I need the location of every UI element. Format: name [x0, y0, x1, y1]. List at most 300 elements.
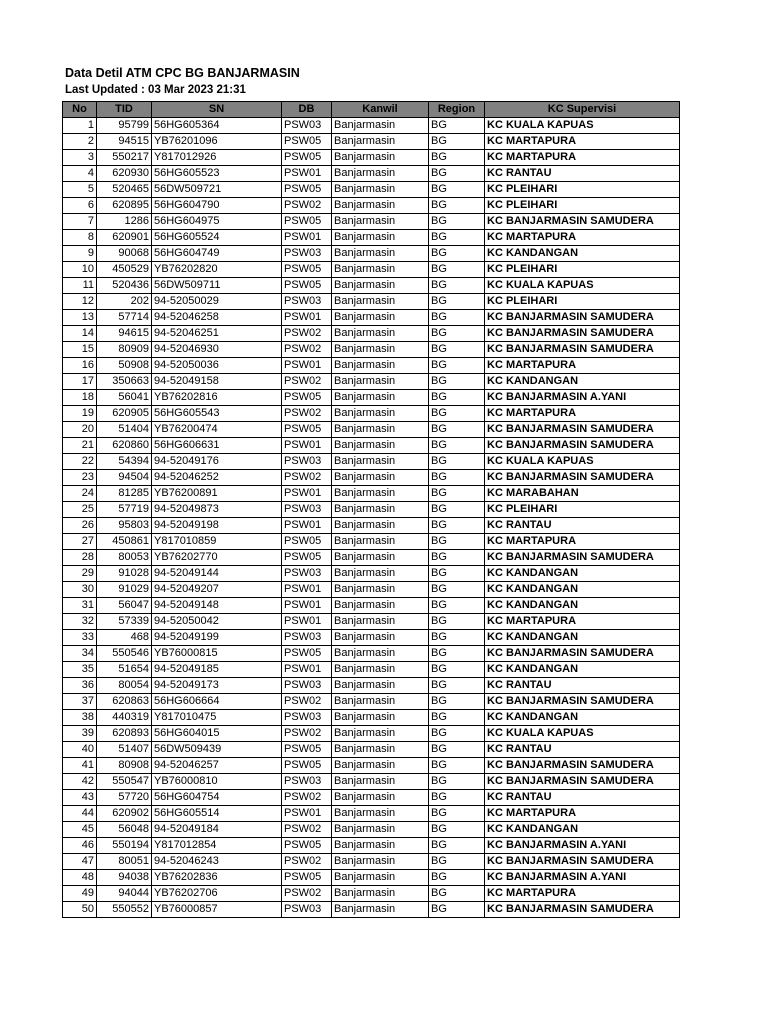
- cell-kc-supervisi: KC MARTAPURA: [485, 134, 680, 150]
- cell-db: PSW05: [282, 214, 332, 230]
- cell-sn: 94-52049184: [152, 822, 282, 838]
- cell-tid: 440319: [97, 710, 152, 726]
- cell-kanwil: Banjarmasin: [332, 630, 429, 646]
- cell-sn: 94-52050029: [152, 294, 282, 310]
- cell-kc-supervisi: KC MARTAPURA: [485, 230, 680, 246]
- cell-no: 47: [63, 854, 97, 870]
- cell-db: PSW02: [282, 854, 332, 870]
- cell-no: 26: [63, 518, 97, 534]
- cell-no: 14: [63, 326, 97, 342]
- cell-kanwil: Banjarmasin: [332, 166, 429, 182]
- cell-kc-supervisi: KC KANDANGAN: [485, 582, 680, 598]
- cell-kc-supervisi: KC MARTAPURA: [485, 886, 680, 902]
- cell-kc-supervisi: KC PLEIHARI: [485, 198, 680, 214]
- cell-region: BG: [429, 166, 485, 182]
- cell-kc-supervisi: KC KANDANGAN: [485, 630, 680, 646]
- cell-kanwil: Banjarmasin: [332, 310, 429, 326]
- cell-sn: Y817010859: [152, 534, 282, 550]
- cell-kanwil: Banjarmasin: [332, 694, 429, 710]
- cell-tid: 550552: [97, 902, 152, 918]
- cell-kanwil: Banjarmasin: [332, 230, 429, 246]
- cell-kanwil: Banjarmasin: [332, 534, 429, 550]
- cell-db: PSW02: [282, 470, 332, 486]
- cell-tid: 94038: [97, 870, 152, 886]
- table-row: [63, 630, 680, 646]
- cell-tid: 620930: [97, 166, 152, 182]
- cell-sn: 94-52049873: [152, 502, 282, 518]
- cell-db: PSW01: [282, 614, 332, 630]
- cell-sn: 94-52049158: [152, 374, 282, 390]
- cell-region: BG: [429, 390, 485, 406]
- table-row: [63, 438, 680, 454]
- cell-db: PSW05: [282, 150, 332, 166]
- cell-tid: 95803: [97, 518, 152, 534]
- cell-no: 17: [63, 374, 97, 390]
- cell-kanwil: Banjarmasin: [332, 806, 429, 822]
- cell-db: PSW05: [282, 742, 332, 758]
- cell-sn: 56HG605543: [152, 406, 282, 422]
- cell-kanwil: Banjarmasin: [332, 518, 429, 534]
- cell-sn: 56HG605364: [152, 118, 282, 134]
- cell-region: BG: [429, 742, 485, 758]
- cell-kanwil: Banjarmasin: [332, 342, 429, 358]
- table-row: [63, 214, 680, 230]
- column-header-kc-supervisi: KC Supervisi: [485, 102, 680, 118]
- cell-db: PSW05: [282, 758, 332, 774]
- table-row: [63, 198, 680, 214]
- cell-kc-supervisi: KC PLEIHARI: [485, 294, 680, 310]
- table-body: [63, 118, 680, 918]
- cell-region: BG: [429, 262, 485, 278]
- cell-tid: 1286: [97, 214, 152, 230]
- column-header-no: No: [63, 102, 97, 118]
- cell-no: 49: [63, 886, 97, 902]
- cell-region: BG: [429, 406, 485, 422]
- cell-sn: 56HG604790: [152, 198, 282, 214]
- cell-kc-supervisi: KC BANJARMASIN SAMUDERA: [485, 758, 680, 774]
- cell-tid: 57720: [97, 790, 152, 806]
- cell-region: BG: [429, 598, 485, 614]
- cell-no: 35: [63, 662, 97, 678]
- cell-region: BG: [429, 230, 485, 246]
- cell-db: PSW03: [282, 294, 332, 310]
- document-title: Data Detil ATM CPC BG BANJARMASIN: [65, 66, 300, 80]
- cell-sn: 56HG606664: [152, 694, 282, 710]
- cell-kanwil: Banjarmasin: [332, 150, 429, 166]
- cell-tid: 550217: [97, 150, 152, 166]
- cell-region: BG: [429, 486, 485, 502]
- cell-kanwil: Banjarmasin: [332, 486, 429, 502]
- cell-kc-supervisi: KC KANDANGAN: [485, 374, 680, 390]
- cell-tid: 94044: [97, 886, 152, 902]
- column-header-region: Region: [429, 102, 485, 118]
- cell-db: PSW01: [282, 310, 332, 326]
- table-row: [63, 662, 680, 678]
- table-row: [63, 566, 680, 582]
- cell-tid: 350663: [97, 374, 152, 390]
- cell-no: 19: [63, 406, 97, 422]
- cell-sn: 94-52046243: [152, 854, 282, 870]
- cell-region: BG: [429, 838, 485, 854]
- table-row: [63, 262, 680, 278]
- cell-kanwil: Banjarmasin: [332, 790, 429, 806]
- cell-no: 20: [63, 422, 97, 438]
- cell-region: BG: [429, 902, 485, 918]
- cell-no: 48: [63, 870, 97, 886]
- cell-no: 41: [63, 758, 97, 774]
- cell-kanwil: Banjarmasin: [332, 710, 429, 726]
- cell-kc-supervisi: KC PLEIHARI: [485, 502, 680, 518]
- cell-no: 2: [63, 134, 97, 150]
- cell-db: PSW02: [282, 726, 332, 742]
- cell-db: PSW01: [282, 598, 332, 614]
- column-header-sn: SN: [152, 102, 282, 118]
- table-row: [63, 118, 680, 134]
- cell-kc-supervisi: KC BANJARMASIN SAMUDERA: [485, 774, 680, 790]
- cell-no: 31: [63, 598, 97, 614]
- cell-region: BG: [429, 774, 485, 790]
- table-row: [63, 342, 680, 358]
- table-row: [63, 246, 680, 262]
- cell-kanwil: Banjarmasin: [332, 502, 429, 518]
- cell-no: 38: [63, 710, 97, 726]
- cell-kanwil: Banjarmasin: [332, 598, 429, 614]
- table-row: [63, 518, 680, 534]
- cell-db: PSW03: [282, 710, 332, 726]
- cell-kanwil: Banjarmasin: [332, 582, 429, 598]
- cell-region: BG: [429, 118, 485, 134]
- cell-region: BG: [429, 198, 485, 214]
- cell-no: 6: [63, 198, 97, 214]
- table-row: [63, 150, 680, 166]
- cell-kanwil: Banjarmasin: [332, 774, 429, 790]
- cell-no: 40: [63, 742, 97, 758]
- cell-region: BG: [429, 582, 485, 598]
- cell-no: 9: [63, 246, 97, 262]
- cell-db: PSW01: [282, 582, 332, 598]
- cell-tid: 550194: [97, 838, 152, 854]
- cell-no: 44: [63, 806, 97, 822]
- cell-kc-supervisi: KC KUALA KAPUAS: [485, 118, 680, 134]
- cell-region: BG: [429, 534, 485, 550]
- cell-kc-supervisi: KC MARABAHAN: [485, 486, 680, 502]
- cell-region: BG: [429, 646, 485, 662]
- cell-kc-supervisi: KC KUALA KAPUAS: [485, 278, 680, 294]
- cell-db: PSW03: [282, 630, 332, 646]
- cell-no: 16: [63, 358, 97, 374]
- cell-region: BG: [429, 326, 485, 342]
- header-row: [63, 102, 680, 118]
- cell-sn: 94-52049176: [152, 454, 282, 470]
- cell-kc-supervisi: KC KANDANGAN: [485, 662, 680, 678]
- cell-region: BG: [429, 630, 485, 646]
- cell-no: 29: [63, 566, 97, 582]
- table-row: [63, 710, 680, 726]
- cell-db: PSW03: [282, 246, 332, 262]
- cell-kanwil: Banjarmasin: [332, 246, 429, 262]
- table-row: [63, 182, 680, 198]
- cell-no: 37: [63, 694, 97, 710]
- cell-sn: 94-52049207: [152, 582, 282, 598]
- cell-sn: 94-52049198: [152, 518, 282, 534]
- cell-kanwil: Banjarmasin: [332, 758, 429, 774]
- cell-db: PSW05: [282, 646, 332, 662]
- cell-db: PSW01: [282, 438, 332, 454]
- cell-db: PSW01: [282, 662, 332, 678]
- table-header: [63, 102, 680, 118]
- table-row: [63, 742, 680, 758]
- cell-sn: YB76202816: [152, 390, 282, 406]
- cell-sn: 56DW509711: [152, 278, 282, 294]
- cell-no: 45: [63, 822, 97, 838]
- cell-tid: 620895: [97, 198, 152, 214]
- table-row: [63, 678, 680, 694]
- cell-kc-supervisi: KC BANJARMASIN A.YANI: [485, 870, 680, 886]
- cell-tid: 620902: [97, 806, 152, 822]
- cell-db: PSW01: [282, 230, 332, 246]
- cell-tid: 90068: [97, 246, 152, 262]
- table-row: [63, 454, 680, 470]
- cell-region: BG: [429, 438, 485, 454]
- cell-sn: 94-52049148: [152, 598, 282, 614]
- cell-db: PSW05: [282, 838, 332, 854]
- cell-no: 1: [63, 118, 97, 134]
- cell-db: PSW05: [282, 550, 332, 566]
- table-row: [63, 902, 680, 918]
- cell-sn: Y817012926: [152, 150, 282, 166]
- cell-region: BG: [429, 854, 485, 870]
- cell-region: BG: [429, 310, 485, 326]
- cell-kanwil: Banjarmasin: [332, 118, 429, 134]
- cell-no: 15: [63, 342, 97, 358]
- cell-sn: YB76201096: [152, 134, 282, 150]
- cell-kanwil: Banjarmasin: [332, 182, 429, 198]
- cell-region: BG: [429, 454, 485, 470]
- table-row: [63, 790, 680, 806]
- cell-tid: 468: [97, 630, 152, 646]
- cell-kanwil: Banjarmasin: [332, 294, 429, 310]
- cell-kanwil: Banjarmasin: [332, 438, 429, 454]
- cell-db: PSW03: [282, 678, 332, 694]
- cell-tid: 450529: [97, 262, 152, 278]
- table-row: [63, 854, 680, 870]
- cell-tid: 57714: [97, 310, 152, 326]
- cell-no: 43: [63, 790, 97, 806]
- table-row: [63, 614, 680, 630]
- cell-region: BG: [429, 214, 485, 230]
- cell-sn: 94-52046257: [152, 758, 282, 774]
- cell-kc-supervisi: KC BANJARMASIN SAMUDERA: [485, 902, 680, 918]
- cell-no: 46: [63, 838, 97, 854]
- cell-kc-supervisi: KC KANDANGAN: [485, 822, 680, 838]
- cell-no: 7: [63, 214, 97, 230]
- cell-tid: 550547: [97, 774, 152, 790]
- cell-no: 3: [63, 150, 97, 166]
- cell-no: 25: [63, 502, 97, 518]
- cell-no: 13: [63, 310, 97, 326]
- cell-region: BG: [429, 886, 485, 902]
- cell-db: PSW01: [282, 358, 332, 374]
- cell-db: PSW03: [282, 502, 332, 518]
- cell-no: 24: [63, 486, 97, 502]
- cell-kanwil: Banjarmasin: [332, 134, 429, 150]
- cell-kc-supervisi: KC KANDANGAN: [485, 710, 680, 726]
- cell-db: PSW05: [282, 534, 332, 550]
- cell-kc-supervisi: KC MARTAPURA: [485, 806, 680, 822]
- cell-db: PSW03: [282, 566, 332, 582]
- table-row: [63, 534, 680, 550]
- cell-region: BG: [429, 502, 485, 518]
- table-row: [63, 582, 680, 598]
- cell-sn: 94-52049185: [152, 662, 282, 678]
- cell-tid: 54394: [97, 454, 152, 470]
- cell-tid: 51404: [97, 422, 152, 438]
- cell-sn: YB76200474: [152, 422, 282, 438]
- cell-tid: 80051: [97, 854, 152, 870]
- cell-no: 30: [63, 582, 97, 598]
- cell-kc-supervisi: KC BANJARMASIN SAMUDERA: [485, 646, 680, 662]
- cell-sn: 94-52049173: [152, 678, 282, 694]
- cell-kc-supervisi: KC KUALA KAPUAS: [485, 726, 680, 742]
- cell-db: PSW02: [282, 342, 332, 358]
- table-row: [63, 486, 680, 502]
- cell-kc-supervisi: KC RANTAU: [485, 518, 680, 534]
- cell-sn: 94-52046252: [152, 470, 282, 486]
- cell-kanwil: Banjarmasin: [332, 566, 429, 582]
- cell-region: BG: [429, 822, 485, 838]
- cell-no: 18: [63, 390, 97, 406]
- cell-tid: 520465: [97, 182, 152, 198]
- cell-db: PSW01: [282, 166, 332, 182]
- cell-kc-supervisi: KC KANDANGAN: [485, 598, 680, 614]
- cell-sn: 56HG605523: [152, 166, 282, 182]
- cell-region: BG: [429, 518, 485, 534]
- cell-tid: 80054: [97, 678, 152, 694]
- cell-region: BG: [429, 870, 485, 886]
- cell-region: BG: [429, 422, 485, 438]
- cell-kanwil: Banjarmasin: [332, 374, 429, 390]
- column-header-db: DB: [282, 102, 332, 118]
- cell-no: 39: [63, 726, 97, 742]
- table-row: [63, 358, 680, 374]
- table-row: [63, 310, 680, 326]
- cell-no: 33: [63, 630, 97, 646]
- cell-kanwil: Banjarmasin: [332, 902, 429, 918]
- cell-kc-supervisi: KC BANJARMASIN SAMUDERA: [485, 694, 680, 710]
- cell-db: PSW03: [282, 118, 332, 134]
- cell-sn: YB76202770: [152, 550, 282, 566]
- cell-kanwil: Banjarmasin: [332, 214, 429, 230]
- cell-db: PSW02: [282, 326, 332, 342]
- cell-tid: 94615: [97, 326, 152, 342]
- cell-tid: 620901: [97, 230, 152, 246]
- table-row: [63, 374, 680, 390]
- cell-kc-supervisi: KC BANJARMASIN SAMUDERA: [485, 550, 680, 566]
- table-row: [63, 822, 680, 838]
- cell-region: BG: [429, 550, 485, 566]
- cell-tid: 202: [97, 294, 152, 310]
- table-row: [63, 694, 680, 710]
- cell-tid: 56041: [97, 390, 152, 406]
- cell-db: PSW05: [282, 390, 332, 406]
- cell-region: BG: [429, 358, 485, 374]
- cell-kc-supervisi: KC MARTAPURA: [485, 150, 680, 166]
- cell-kanwil: Banjarmasin: [332, 278, 429, 294]
- table-row: [63, 646, 680, 662]
- table-row: [63, 278, 680, 294]
- cell-tid: 620905: [97, 406, 152, 422]
- cell-kanwil: Banjarmasin: [332, 822, 429, 838]
- cell-kc-supervisi: KC RANTAU: [485, 790, 680, 806]
- cell-sn: 94-52050042: [152, 614, 282, 630]
- cell-db: PSW05: [282, 278, 332, 294]
- cell-tid: 620860: [97, 438, 152, 454]
- cell-sn: 56HG604015: [152, 726, 282, 742]
- cell-tid: 80909: [97, 342, 152, 358]
- cell-kc-supervisi: KC BANJARMASIN SAMUDERA: [485, 214, 680, 230]
- table-row: [63, 550, 680, 566]
- cell-tid: 91029: [97, 582, 152, 598]
- cell-db: PSW02: [282, 822, 332, 838]
- cell-db: PSW02: [282, 694, 332, 710]
- cell-region: BG: [429, 726, 485, 742]
- table-row: [63, 470, 680, 486]
- cell-kc-supervisi: KC MARTAPURA: [485, 614, 680, 630]
- cell-sn: 56HG605524: [152, 230, 282, 246]
- table-row: [63, 726, 680, 742]
- cell-kc-supervisi: KC KANDANGAN: [485, 566, 680, 582]
- cell-no: 10: [63, 262, 97, 278]
- cell-kanwil: Banjarmasin: [332, 326, 429, 342]
- cell-kc-supervisi: KC MARTAPURA: [485, 358, 680, 374]
- cell-tid: 81285: [97, 486, 152, 502]
- cell-no: 21: [63, 438, 97, 454]
- cell-sn: 94-52049144: [152, 566, 282, 582]
- cell-db: PSW02: [282, 374, 332, 390]
- cell-db: PSW02: [282, 198, 332, 214]
- cell-sn: Y817012854: [152, 838, 282, 854]
- cell-kc-supervisi: KC MARTAPURA: [485, 406, 680, 422]
- table-row: [63, 422, 680, 438]
- cell-kanwil: Banjarmasin: [332, 390, 429, 406]
- cell-tid: 50908: [97, 358, 152, 374]
- table-row: [63, 806, 680, 822]
- table-row: [63, 326, 680, 342]
- cell-region: BG: [429, 150, 485, 166]
- cell-tid: 94515: [97, 134, 152, 150]
- table-row: [63, 406, 680, 422]
- cell-db: PSW03: [282, 454, 332, 470]
- cell-no: 32: [63, 614, 97, 630]
- cell-no: 11: [63, 278, 97, 294]
- cell-region: BG: [429, 278, 485, 294]
- cell-sn: 56HG604975: [152, 214, 282, 230]
- cell-kc-supervisi: KC MARTAPURA: [485, 534, 680, 550]
- table-row: [63, 502, 680, 518]
- cell-kanwil: Banjarmasin: [332, 358, 429, 374]
- cell-no: 27: [63, 534, 97, 550]
- table-row: [63, 870, 680, 886]
- cell-db: PSW02: [282, 886, 332, 902]
- cell-kc-supervisi: KC RANTAU: [485, 678, 680, 694]
- table-row: [63, 758, 680, 774]
- column-header-tid: TID: [97, 102, 152, 118]
- table-row: [63, 838, 680, 854]
- cell-region: BG: [429, 374, 485, 390]
- cell-no: 50: [63, 902, 97, 918]
- cell-kanwil: Banjarmasin: [332, 550, 429, 566]
- cell-kanwil: Banjarmasin: [332, 406, 429, 422]
